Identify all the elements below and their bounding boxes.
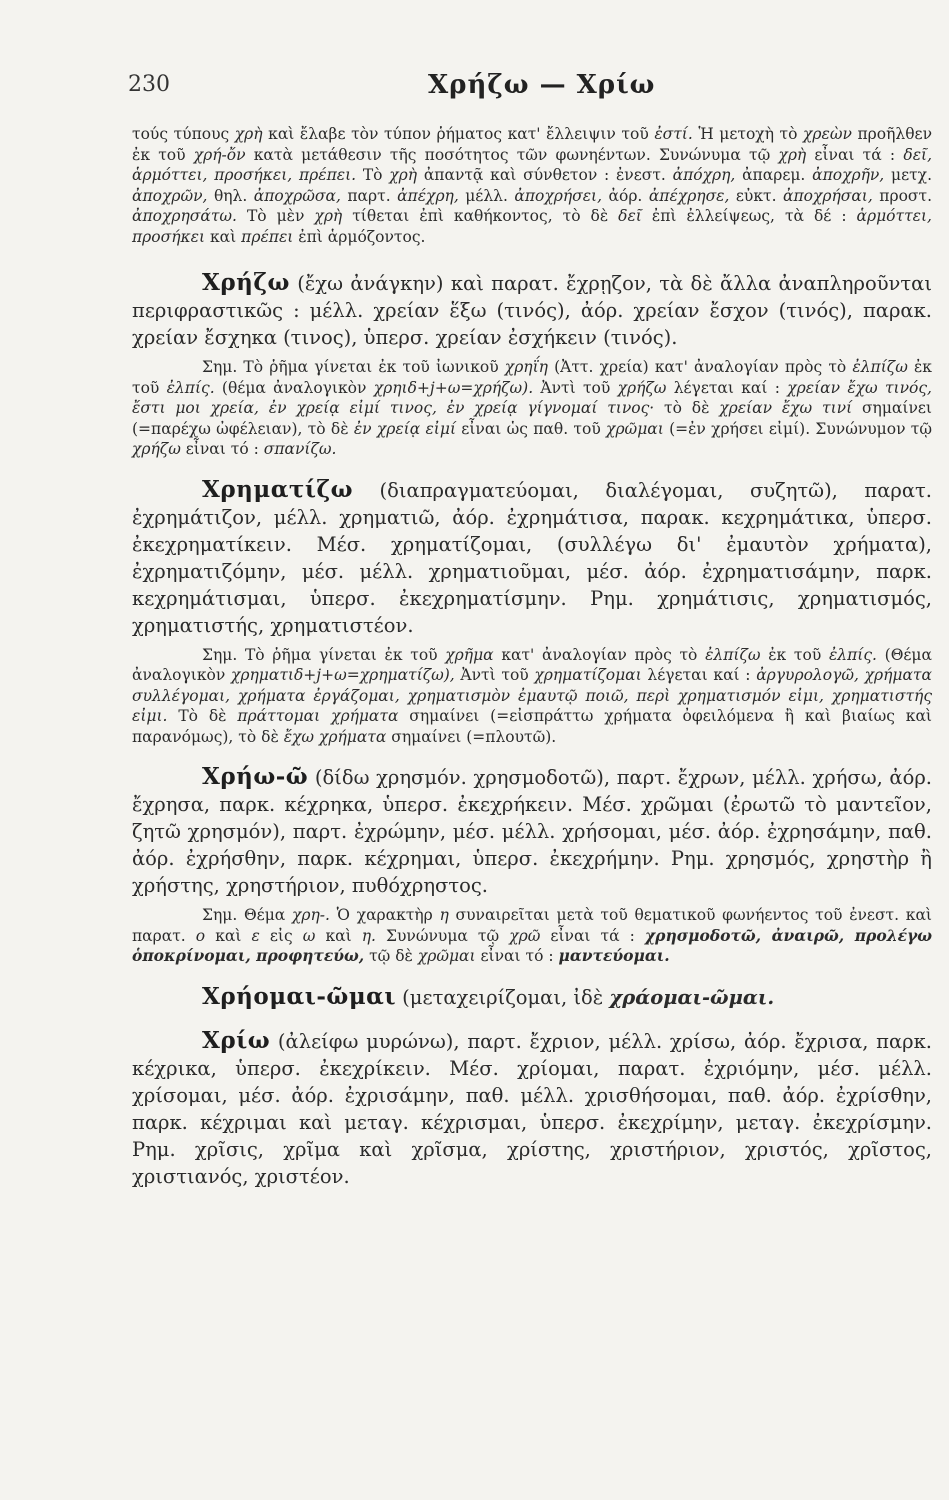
entry-lemma: Χρίω (202, 1026, 271, 1054)
page-number: 230 (128, 72, 170, 97)
cross-reference: χράομαι-ῶμαι. (609, 985, 775, 1009)
entry-lemma: Χρήζω (202, 269, 290, 296)
running-title: Χρήζω — Χρίω (428, 70, 656, 100)
entry-chrizo (132, 269, 932, 351)
page-body (132, 124, 932, 1190)
entry-text: (ἀλείφω μυρώνω), παρτ. ἔχριον, μέλλ. χρίσω, ἀόρ. ἔχρισα, παρκ. κέχρικα, ὑπερσ. ἐκεχρίκειν. Μέσ. χρίομαι, παρατ. ἐχριόμην, μέσ. μέλλ. χρίσομαι, μέσ. ἀόρ. ἐχρισάμην, παθ. μέλλ. χρισθήσομαι, παθ. ἀόρ. ἐχρίσθην, παρκ. κέχριμαι καὶ μεταγ. κέχρισμαι, ὑπερσ. ἐκεχρίμην, μεταγ. ἐκεχρίσμην. Ρημ. χρῖσις, χρῖμα καὶ χρῖσμα, χρίστης, χριστήριον, χριστός, χρῖστος, χριστιανός, χριστέον. (132, 1029, 932, 1188)
entry-text: (διαπραγματεύομαι, διαλέγομαι, συζητῶ), παρατ. ἐχρημάτιζον, μέλλ. χρηματιῶ, ἀόρ. ἐχρημάτισα, παρακ. κεχρημάτικα, ὑπερσ. ἐκεχρηματίκειν. Μέσ. χρηματίζομαι, (συλλέγω δι' ἐμαυτὸν χρήματα), ἐχρηματιζόμην, μέσ. μέλλ. χρηματιοῦμαι, μέσ. ἀόρ. ἐχρηματισάμην, παρκ. κεχρημάτισμαι, ὑπερσ. ἐκεχρηματίσμην. Ρημ. χρημάτισις, χρηματισμός, χρηματιστής, χρηματιστέον. (132, 478, 932, 637)
continuation-paragraph: τούς τύπους χρὴ καὶ ἔλαβε τὸν τύπον ῥήματος κατ' ἔλλειψιν τοῦ ἐστί. Ἡ μετοχὴ τὸ χρεὼν προῆλθεν ἐκ τοῦ χρή-ὄν κατὰ μετάθεσιν τῆς ποσότητος τῶν φωνηέντων. Συνώνυμα τῷ χρὴ εἶναι τά : δεῖ, ἁρμόττει, προσήκει, πρέπει. Τὸ χρὴ ἀπαντᾷ καὶ σύνθετον : ἐνεστ. ἀπόχρη, ἀπαρεμ. ἀποχρῆν, μετχ. ἀποχρῶν, θηλ. ἀποχρῶσα, παρτ. ἀπέχρη, μέλλ. ἀποχρήσει, ἀόρ. ἀπέχρησε, εὐκτ. ἀποχρήσαι, προστ. ἀποχρησάτω. Τὸ μὲν χρὴ τίθεται ἐπὶ καθήκοντος, τὸ δὲ δεῖ ἐπὶ ἐλλείψεως, τὰ δέ : ἁρμόττει, προσήκει καὶ πρέπει ἐπὶ ἁρμόζοντος. (132, 125, 933, 246)
entry-lemma: Χρήομαι-ῶμαι (202, 982, 396, 1010)
entry-chreo (132, 763, 932, 899)
entry-lemma: Χρηματίζω (202, 475, 354, 503)
entry-chrematizo (132, 476, 932, 639)
entry-chreomai (132, 983, 932, 1011)
entry-text: (μεταχειρίζομαι, ἰδὲ (395, 985, 610, 1009)
entry-text: (ἔχω ἀνάγκην) καὶ παρατ. ἔχρῃζον, τὰ δὲ ἄλλα ἀναπληροῦνται περιφραστικῶς : μέλλ. χρείαν ἕξω (τινός), ἀόρ. χρείαν ἔσχον (τινός), παρακ. χρείαν ἔσχηκα (τινος), ὑπερσ. χρείαν ἐσχήκειν (τινός). (132, 272, 932, 349)
entry-text: (δίδω χρησμόν. χρησμοδοτῶ), παρτ. ἔχρων, μέλλ. χρήσω, ἀόρ. ἔχρησα, παρκ. κέχρηκα, ὑπερσ. ἐκεχρήκειν. Μέσ. χρῶμαι (ἐρωτῶ τὸ μαντεῖον, ζητῶ χρησμόν), παρτ. ἐχρώμην, μέσ. μέλλ. χρήσομαι, μέσ. ἀόρ. ἐχρησάμην, παθ. ἀόρ. ἐχρήσθην, παρκ. κέχρημαι, ὑπερσ. ἐκεχρήμην. Ρημ. χρησμός, χρηστὴρ ἢ χρήστης, χρηστήριον, πυθόχρηστος. (132, 766, 932, 897)
page-header (128, 72, 928, 112)
entry-lemma: Χρήω-ῶ (202, 763, 309, 790)
note-chrizo: Σημ. Τὸ ῥῆμα γίνεται ἐκ τοῦ ἰωνικοῦ χρηΐη (Ἀττ. χρεία) κατ' ἀναλογίαν πρὸς τὸ ἐλπίζω ἐκ τοῦ ἐλπίς. (θέμα ἀναλογικὸν χρηιδ+j+ω=χρήζω). Ἀντὶ τοῦ χρήζω λέγεται καί : χρείαν ἔχω τινός, ἔστι μοι χρεία, ἐν χρείᾳ εἰμί τινος, ἐν χρείᾳ γίγνομαί τινος· τὸ δὲ χρείαν ἔχω τινί σημαίνει (=παρέχω ὠφέλειαν), τὸ δὲ ἐν χρείᾳ εἰμί εἶναι ὡς παθ. τοῦ χρῶμαι (=ἐν χρήσει εἰμί). Συνώνυμον τῷ χρήζω εἶναι τό : σπανίζω. (132, 358, 932, 458)
note-chrematizo: Σημ. Τὸ ῥῆμα γίνεται ἐκ τοῦ χρῆμα κατ' ἀναλογίαν πρὸς τὸ ἐλπίζω ἐκ τοῦ ἐλπίς. (Θέμα ἀναλογικὸν χρηματιδ+j+ω=χρηματίζω), Ἀντὶ τοῦ χρηματίζομαι λέγεται καί : ἀργυρολογῶ, χρήματα συλλέγομαι, χρήματα ἐργάζομαι, χρηματισμὸν ἐμαυτῷ ποιῶ, περὶ χρηματισμόν εἰμι, χρηματιστής εἰμι. Τὸ δὲ πράττομαι χρήματα σημαίνει (=εἰσπράττω χρήματα ὀφειλόμενα ἢ καὶ βιαίως καὶ παρανόμως), τὸ δὲ ἔχω χρήματα σημαίνει (=πλουτῶ). (132, 645, 932, 746)
entry-chrio (132, 1027, 932, 1190)
note-chreo: Σημ. Θέμα χρη-. Ὁ χαρακτὴρ η συναιρεῖται μετὰ τοῦ θεματικοῦ φωνήεντος τοῦ ἐνεστ. καὶ παρατ. ο καὶ ε εἰς ω καὶ η. Συνώνυμα τῷ χρῶ εἶναι τά : χρησμοδοτῶ, ἀναιρῶ, προλέγω ὁποκρίνομαι, προφητεύω, τῷ δὲ χρῶμαι εἶναι τό : μαντεύομαι. (132, 906, 932, 965)
